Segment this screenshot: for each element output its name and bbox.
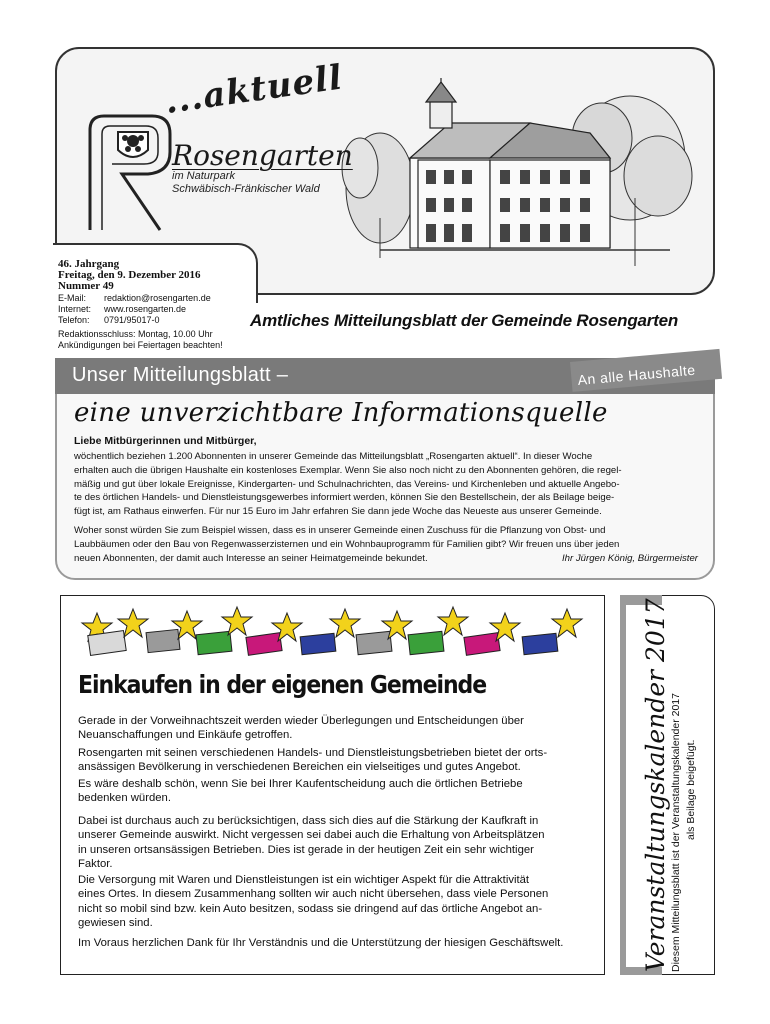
text-line: Gerade in der Vorweihnachtszeit werden wieder Überlegungen und Entscheidungen über <box>78 715 524 727</box>
official-title: Amtliches Mitteilungsblatt der Gemeinde Rosengarten <box>250 311 679 330</box>
email-link[interactable]: redaktion@rosengarten.de <box>104 293 211 303</box>
text-line: te des örtlichen Handels- und Dienstleistungsgewerbes informiert werden, können Sie den Bestellschein, der als Beilage beige- <box>74 492 615 504</box>
town-hall-illustration <box>340 78 700 268</box>
text-line: mäßig und gut über lokale Ereignisse, Kindergarten- und Schulnachrichten, das Vereins- und Kirchenleben und aktuelle Angebo- <box>74 478 620 490</box>
brand-subtitle-line2: Schwäbisch-Fränkischer Wald <box>172 183 320 195</box>
text-line: Die Versorgung mit Waren und Dienstleistungen ist ein wichtiger Aspekt für die Attraktivität <box>78 874 530 886</box>
text-line: neuen Abonnenten, der damit auch Interesse an seiner Heimatgemeinde bekundet. <box>74 552 428 564</box>
intro-headline: eine unverzichtbare Informationsquelle <box>74 398 608 428</box>
shop-paragraph-2 <box>78 746 596 775</box>
intro-paragraph-2 <box>74 524 698 565</box>
text-line: eines Ortes. In diesem Zusammenhang sollten wir auch nicht übersehen, dass viele Personen <box>78 888 549 901</box>
shop-paragraph-5 <box>78 873 596 930</box>
shop-paragraph-4 <box>78 814 596 871</box>
text-line: Laubbäumen oder den Bau von Regenwasserzisternen und ein Wohnbauprogramm für Familien gibt? Wir freuen uns über jeden <box>74 538 620 550</box>
shop-paragraph-3 <box>78 777 596 806</box>
issue-number: Nummer 49 <box>58 280 114 292</box>
text-line: Neuanschaffungen und Einkäufe getroffen. <box>78 729 293 742</box>
brand-name: Rosengarten <box>172 139 353 172</box>
text-line: erhalten auch die übrigen Haushalte ein kostenloses Exemplar. Wenn Sie also noch nicht zu den Abonnenten gehören, die regel- <box>74 464 622 476</box>
calendar-note-line1: Diesem Mitteilungsblatt ist der Veranstaltungskalender 2017 <box>670 693 682 972</box>
text-line: bedenken würden. <box>78 792 171 805</box>
text-line: in unseren ortsansässigen Betrieben. Dies ist gerade in der heutigen Zeit ein sehr wichtiger <box>78 843 534 856</box>
calendar-note-line2: als Beilage beigefügt. <box>685 739 697 840</box>
text-line: Es wäre deshalb schön, wenn Sie bei Ihrer Kaufentscheidung auch die örtlichen Betriebe <box>78 778 523 790</box>
text-line: wöchentlich beziehen 1.200 Abonnenten in unserer Gemeinde das Mitteilungsblatt „Rosengarten aktuell“. In dieser Woche <box>74 451 593 462</box>
text-line: ansässigen Bevölkerung in verschiedenen Bereichen ein vielseitiges und gutes Angebot. <box>78 761 521 774</box>
text-line: nicht so mobil sind bzw. kein Auto besitzen, sodass sie dringend auf das örtliche Angebot an- <box>78 902 543 915</box>
text-line: fügt ist, am Rathaus einwerfen. Für nur 15 Euro im Jahr erfahren Sie dann jede Woche das Neueste aus unserer Gemeinde. <box>74 506 602 518</box>
text-line: gewiesen sind. <box>78 916 153 929</box>
households-tag-text: An alle Haushalte <box>577 361 697 388</box>
contact-label: Telefon: <box>58 315 90 325</box>
contact-block <box>58 293 223 351</box>
text-line: Faktor. <box>78 857 113 870</box>
issue-date: Freitag, den 9. Dezember 2016 <box>58 269 201 281</box>
shop-paragraph-6 <box>78 936 596 950</box>
text-line: Dabei ist durchaus auch zu berücksichtigen, dass sich dies auf die Stärkung der Kaufkraft in <box>78 815 539 827</box>
contact-label: Internet: <box>58 304 92 314</box>
deadline-note: Redaktionsschluss: Montag, 10.00 Uhr <box>58 329 213 339</box>
text-line: unserer Gemeinde auswirkt. Nicht vergessen sei dabei auch die Erhaltung von Arbeitsplätzen <box>78 829 545 842</box>
text-line: Im Voraus herzlichen Dank für Ihr Verständnis und die Unterstützung der hiesigen Geschäftswelt. <box>78 937 564 949</box>
brand-subtitle-line1: im Naturpark <box>172 170 235 182</box>
brand-aktuell: ...aktuell <box>162 57 346 122</box>
mayor-signature: Ihr Jürgen König, Bürgermeister <box>562 552 698 564</box>
holiday-note: Ankündigungen bei Feiertagen beachten! <box>58 340 223 350</box>
website-link[interactable]: www.rosengarten.de <box>104 304 187 314</box>
text-line: Rosengarten mit seinen verschiedenen Handels- und Dienstleistungsbetrieben bietet der orts- <box>78 747 548 759</box>
calendar-title: Veranstaltungskalender 2017 <box>641 598 670 972</box>
shop-paragraph-1 <box>78 714 596 743</box>
intro-greeting: Liebe Mitbürgerinnen und Mitbürger, <box>74 435 257 447</box>
intro-title: Unser Mitteilungsblatt – <box>72 364 289 386</box>
text-line: Woher sonst würden Sie zum Beispiel wissen, dass es in unserer Gemeinde einen Zuschuss für die Pflanzung von Obst- und <box>74 525 606 536</box>
shopping-article-title: Einkaufen in der eigenen Gemeinde <box>78 670 487 699</box>
phone-number: 0791/95017-0 <box>104 315 160 325</box>
contact-label: E-Mail: <box>58 293 87 303</box>
intro-paragraph-1 <box>74 450 698 519</box>
rosengarten-logo <box>82 112 177 232</box>
volume-label: 46. Jahrgang <box>58 258 120 270</box>
christmas-gifts-decoration <box>75 605 590 663</box>
